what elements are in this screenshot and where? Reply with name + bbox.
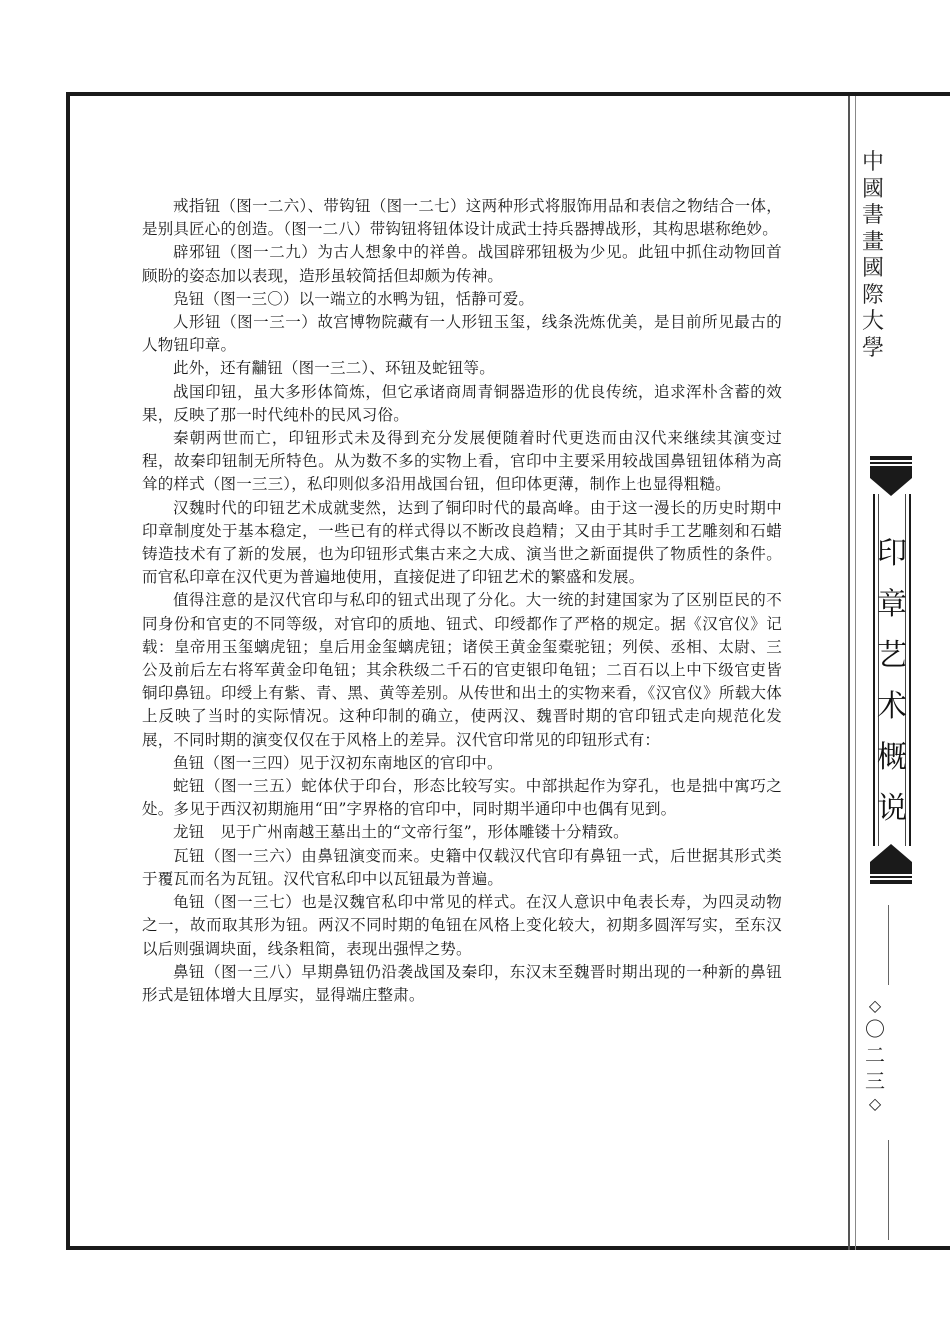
sidebar-rule (888, 905, 889, 985)
paragraph: 秦朝两世而亡，印钮形式未及得到充分发展便随着时代更迭而由汉代来继续其演变过程，故秦印钮制无所特色。从为数不多的实物上看，官印中主要采用较战国鼻钮钮体稍为高耸的样式（图一三三），私印则似多沿用战国台钮，但印体更薄，制作上也显得粗糙。 (142, 429, 782, 494)
title-banner-top-ornament (870, 456, 912, 496)
university-char: 大 (861, 309, 884, 334)
paragraph: 戒指钮（图一二六）、带钩钮（图一二七）这两种形式将服饰用品和表信之物结合一体，是别具匠心的创造。（图一二八）带钩钮将钮体设计成武士持兵器搏战形，其构思堪称绝妙。 (142, 197, 782, 239)
university-char: 書 (861, 203, 884, 228)
paragraph: 瓦钮（图一三六）由鼻钮演变而来。史籍中仅载汉代官印有鼻钮一式，后世据其形式类于覆瓦而名为瓦钮。汉代官私印中以瓦钮最为普遍。 (142, 846, 782, 888)
paragraph: 鼻钮（图一三八）早期鼻钮仍沿袭战国及秦印，东汉末至魏晋时期出现的一种新的鼻钮形式是钮体增大且厚实，显得端庄整肃。 (142, 962, 782, 1004)
book-title-char: 章 (877, 587, 907, 622)
paragraph: 此外，还有黼钮（图一三二）、环钮及蛇钮等。 (173, 359, 495, 378)
page-number-char: 〇 (865, 1017, 885, 1041)
diamond-icon: ◇ (868, 1094, 882, 1113)
university-char: 學 (861, 335, 884, 361)
paragraph: 龙钮 见于广州南越王墓出土的“文帝行玺”，形体雕镂十分精致。 (173, 823, 629, 842)
page-number-char: 三 (865, 1069, 885, 1093)
paragraph: 龟钮（图一三七）也是汉魏官私印中常见的样式。在汉人意识中龟表长寿，为四灵动物之一，故而取其形为钮。两汉不同时期的龟钮在风格上变化较大，初期多圆浑写实，至东汉以后则强调块面，线条粗简，表现出强悍之势。 (142, 893, 782, 958)
university-char: 畫 (861, 229, 884, 255)
university-char: 國 (861, 256, 884, 281)
paragraph: 汉魏时代的印钮艺术成就斐然，达到了铜印时代的最高峰。由于这一漫长的历史时期中印章制度处于基本稳定，一些已有的样式得以不断改良趋精；又由于其时手工艺雕刻和石蜡铸造技术有了新的发展，也为印钮形式集古来之大成、演当世之新面提供了物质性的条件。而官私印章在汉代更为普遍地使用，直接促进了印钮艺术的繁盛和发展。 (142, 498, 782, 587)
body-text (142, 195, 782, 1007)
sidebar-divider-inner (855, 96, 856, 1250)
university-char: 際 (861, 282, 884, 308)
book-title-char: 艺 (877, 638, 907, 673)
title-banner-bottom-ornament (870, 844, 912, 884)
page-number (860, 996, 890, 1114)
book-title-char: 说 (877, 791, 907, 826)
paragraph: 战国印钮，虽大多形体简炼，但它承诸商周青铜器造形的优良传统，追求浑朴含蓄的效果，反映了那一时代纯朴的民风习俗。 (142, 382, 782, 424)
university-name (857, 150, 889, 362)
university-char: 國 (861, 176, 884, 202)
book-title-char: 概 (877, 740, 907, 775)
university-char: 中 (861, 150, 884, 175)
sidebar-rule (888, 1140, 889, 1240)
book-title-char: 术 (877, 689, 907, 724)
paragraph: 凫钮（图一三〇）以一端立的水鸭为钮，恬静可爱。 (173, 289, 535, 308)
paragraph: 值得注意的是汉代官印与私印的钮式出现了分化。大一统的封建国家为了区别臣民的不同身份和官吏的不同等级，对官印的质地、钮式、印绶都作了严格的规定。据《汉官仪》记载：皇帝用玉玺螭虎钮；皇后用金玺螭虎钮；诸侯王黄金玺橐驼钮；列侯、丞相、太尉、三公及前后左右将军黄金印龟钮；其余秩级二千石的官吏银印龟钮；二百石以上中下级官吏皆铜印鼻钮。印绶上有紫、青、黑、黄等差别。从传世和出土的实物来看，《汉官仪》所载大体上反映了当时的实际情况。这种印制的确立，使两汉、魏晋时期的官印钮式走向规范化发展，不同时期的演变仅仅在于风格上的差异。汉代官印常见的印钮形式有： (142, 591, 782, 749)
paragraph: 蛇钮（图一三五）蛇体伏于印台，形态比较写实。中部拱起作为穿孔，也是拙中寓巧之处。多见于西汉初期施用“田”字界格的官印中，同时期半通印中也偶有见到。 (142, 777, 782, 819)
sidebar-divider-outer (848, 96, 850, 1250)
book-title-char: 印 (877, 536, 907, 571)
paragraph: 鱼钮（图一三四）见于汉初东南地区的官印中。 (173, 753, 503, 772)
paragraph: 人形钮（图一三一）故宫博物院藏有一人形钮玉玺，线条洗炼优美，是目前所见最古的人物钮印章。 (142, 313, 782, 355)
book-title (866, 528, 918, 834)
diamond-icon: ◇ (868, 996, 882, 1015)
page-number-char: 二 (865, 1043, 885, 1067)
paragraph: 辟邪钮（图一二九）为古人想象中的祥兽。战国辟邪钮极为少见。此钮中抓住动物回首顾盼的姿态加以表现，造形虽较简括但却颇为传神。 (142, 243, 782, 285)
